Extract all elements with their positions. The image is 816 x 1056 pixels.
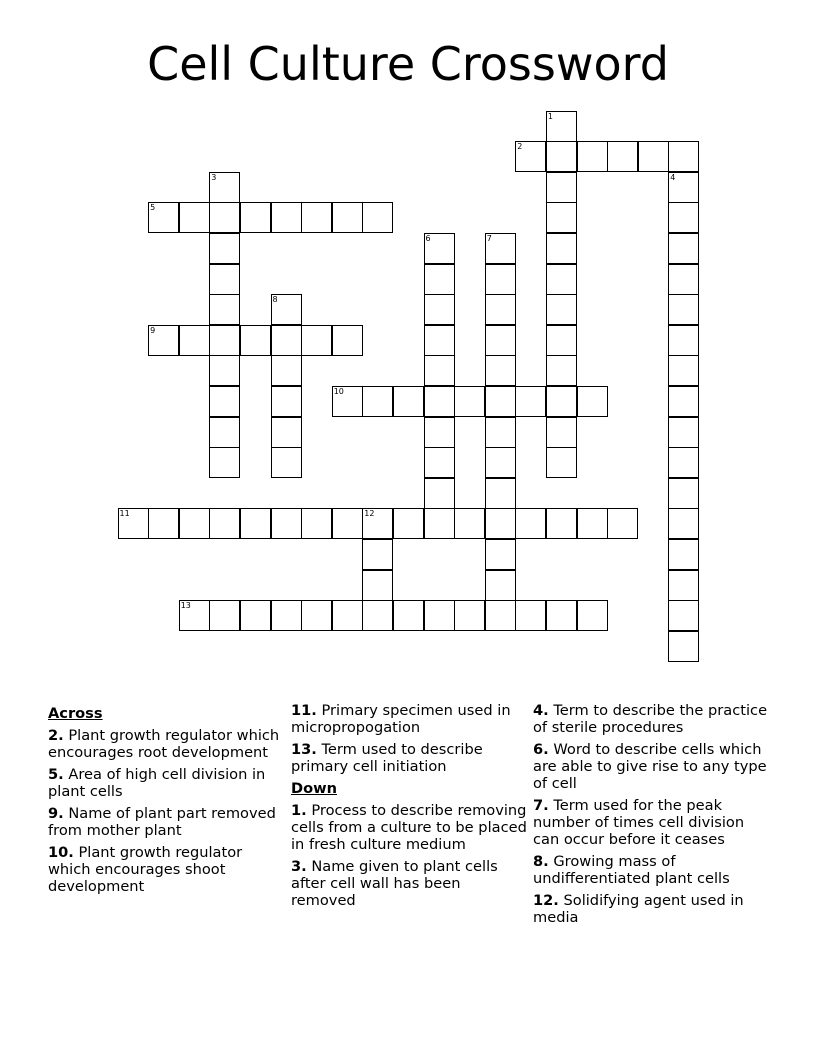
crossword-cell[interactable]	[424, 355, 455, 386]
clue-text: Growing mass of undifferentiated plant cells	[533, 853, 730, 887]
crossword-cell[interactable]	[668, 478, 699, 509]
crossword-cell[interactable]	[668, 202, 699, 233]
crossword-cell[interactable]	[485, 325, 516, 356]
clue-text: Term used for the peak number of times cell division can occur before it ceases	[533, 797, 745, 848]
crossword-cell[interactable]	[209, 355, 240, 386]
crossword-cell[interactable]	[668, 141, 699, 172]
crossword-cell[interactable]	[515, 386, 546, 417]
crossword-cell[interactable]	[332, 202, 363, 233]
crossword-cell[interactable]	[240, 325, 271, 356]
cell-number: 6	[425, 233, 431, 243]
crossword-cell[interactable]	[638, 141, 669, 172]
cell-number: 7	[486, 233, 492, 243]
clue-across-2	[48, 727, 280, 761]
clue-number: 11.	[291, 702, 317, 719]
crossword-cell[interactable]	[546, 508, 577, 539]
crossword-cell[interactable]	[362, 386, 393, 417]
clue-text: Plant growth regulator which encourages root development	[48, 727, 280, 761]
crossword-cell[interactable]	[332, 508, 363, 539]
clue-number: 8.	[533, 853, 549, 870]
crossword-cell[interactable]	[393, 386, 424, 417]
crossword-cell[interactable]	[546, 386, 577, 417]
cell-number: 2	[517, 142, 523, 152]
crossword-cell[interactable]	[454, 600, 485, 631]
crossword-cell[interactable]	[485, 508, 516, 539]
crossword-cell[interactable]	[271, 386, 302, 417]
crossword-cell[interactable]	[485, 294, 516, 325]
crossword-cell[interactable]	[668, 355, 699, 386]
clue-down-8	[533, 853, 773, 887]
crossword-cell[interactable]	[118, 508, 149, 539]
clue-number: 13.	[291, 741, 317, 758]
clues-column-2	[291, 702, 527, 914]
clue-across-13	[291, 741, 527, 775]
crossword-cell[interactable]	[424, 600, 455, 631]
crossword-cell[interactable]	[301, 202, 332, 233]
crossword-cell[interactable]	[332, 325, 363, 356]
crossword-cell[interactable]	[607, 508, 638, 539]
clue-text: Term to describe the practice of sterile procedures	[533, 702, 768, 736]
crossword-cell[interactable]	[362, 600, 393, 631]
crossword-cell[interactable]	[668, 417, 699, 448]
page-title: Cell Culture Crossword	[147, 37, 669, 91]
crossword-cell[interactable]	[485, 539, 516, 570]
cell-number: 9	[150, 325, 156, 335]
crossword-cell[interactable]	[546, 355, 577, 386]
crossword-cell[interactable]	[424, 294, 455, 325]
crossword-cell[interactable]	[485, 600, 516, 631]
crossword-cell[interactable]	[362, 570, 393, 601]
crossword-cell[interactable]	[424, 508, 455, 539]
crossword-cell[interactable]	[668, 600, 699, 631]
clue-across-10	[48, 844, 280, 895]
crossword-cell[interactable]	[546, 111, 577, 142]
crossword-cell[interactable]	[301, 600, 332, 631]
crossword-cell[interactable]	[515, 141, 546, 172]
crossword-cell[interactable]	[148, 325, 179, 356]
clue-number: 2.	[48, 727, 64, 744]
crossword-cell[interactable]	[209, 294, 240, 325]
crossword-cell[interactable]	[209, 202, 240, 233]
crossword-cell[interactable]	[668, 233, 699, 264]
clue-down-4	[533, 702, 773, 736]
crossword-cell[interactable]	[577, 141, 608, 172]
cell-number: 10	[333, 386, 344, 396]
crossword-cell[interactable]	[240, 600, 271, 631]
crossword-cell[interactable]	[271, 355, 302, 386]
crossword-cell[interactable]	[301, 508, 332, 539]
crossword-cell[interactable]	[424, 478, 455, 509]
clue-text: Name given to plant cells after cell wall has been removed	[291, 858, 498, 909]
crossword-cell[interactable]	[515, 508, 546, 539]
crossword-cell[interactable]	[424, 417, 455, 448]
crossword-cell[interactable]	[209, 233, 240, 264]
crossword-cell[interactable]	[546, 417, 577, 448]
clue-down-6	[533, 741, 773, 792]
clue-down-7	[533, 797, 773, 848]
crossword-cell[interactable]	[546, 264, 577, 295]
clue-text: Solidifying agent used in media	[533, 892, 744, 926]
crossword-cell[interactable]	[485, 447, 516, 478]
cell-number: 11	[119, 509, 130, 519]
crossword-cell[interactable]	[485, 478, 516, 509]
crossword-cell[interactable]	[668, 172, 699, 203]
crossword-cell[interactable]	[209, 600, 240, 631]
clue-number: 9.	[48, 805, 64, 822]
clue-text: Term used to describe primary cell initiation	[291, 741, 483, 775]
clue-text: Plant growth regulator which encourages shoot development	[48, 844, 243, 895]
clue-number: 12.	[533, 892, 559, 909]
clue-number: 10.	[48, 844, 74, 861]
crossword-cell[interactable]	[546, 202, 577, 233]
crossword-cell[interactable]	[546, 233, 577, 264]
crossword-cell[interactable]	[668, 539, 699, 570]
clue-number: 3.	[291, 858, 307, 875]
down-heading: Down	[291, 780, 338, 797]
crossword-cell[interactable]	[424, 233, 455, 264]
cell-number: 8	[272, 295, 278, 305]
crossword-cell[interactable]	[668, 294, 699, 325]
crossword-cell[interactable]	[668, 508, 699, 539]
crossword-cell[interactable]	[485, 355, 516, 386]
crossword-cell[interactable]	[546, 172, 577, 203]
crossword-cell[interactable]	[546, 294, 577, 325]
cell-number: 13	[180, 601, 191, 611]
clue-text: Primary specimen used in micropropogation	[291, 702, 511, 736]
crossword-cell[interactable]	[485, 386, 516, 417]
clue-number: 6.	[533, 741, 549, 758]
crossword-cell[interactable]	[271, 508, 302, 539]
crossword-cell[interactable]	[240, 202, 271, 233]
crossword-cell[interactable]	[179, 508, 210, 539]
crossword-cell[interactable]	[209, 172, 240, 203]
crossword-cell[interactable]	[179, 325, 210, 356]
clue-across-9	[48, 805, 280, 839]
crossword-cell[interactable]	[148, 202, 179, 233]
crossword-cell[interactable]	[209, 386, 240, 417]
crossword-cell[interactable]	[577, 600, 608, 631]
crossword-cell[interactable]	[424, 325, 455, 356]
clue-across-11	[291, 702, 527, 736]
crossword-cell[interactable]	[485, 417, 516, 448]
crossword-cell[interactable]	[209, 264, 240, 295]
crossword-cell[interactable]	[668, 264, 699, 295]
crossword-cell[interactable]	[485, 570, 516, 601]
crossword-cell[interactable]	[515, 600, 546, 631]
crossword-cell[interactable]	[362, 508, 393, 539]
clue-text: Process to describe removing cells from a culture to be placed in fresh culture medium	[291, 802, 527, 853]
crossword-cell[interactable]	[332, 600, 363, 631]
crossword-cell[interactable]	[485, 233, 516, 264]
crossword-cell[interactable]	[607, 141, 638, 172]
crossword-cell[interactable]	[209, 508, 240, 539]
crossword-cell[interactable]	[179, 202, 210, 233]
crossword-cell[interactable]	[424, 264, 455, 295]
clue-number: 4.	[533, 702, 549, 719]
crossword-cell[interactable]	[301, 325, 332, 356]
clue-text: Name of plant part removed from mother plant	[48, 805, 276, 839]
cell-number: 5	[150, 203, 156, 213]
crossword-cell[interactable]	[209, 447, 240, 478]
crossword-cell[interactable]	[668, 631, 699, 662]
crossword-cell[interactable]	[271, 325, 302, 356]
crossword-cell[interactable]	[271, 417, 302, 448]
crossword-cell[interactable]	[362, 539, 393, 570]
crossword-cell[interactable]	[546, 600, 577, 631]
crossword-cell[interactable]	[271, 600, 302, 631]
clue-number: 5.	[48, 766, 64, 783]
across-heading: Across	[48, 705, 103, 722]
crossword-cell[interactable]	[393, 508, 424, 539]
crossword-cell[interactable]	[668, 386, 699, 417]
crossword-cell[interactable]	[179, 600, 210, 631]
clue-text: Area of high cell division in plant cells	[48, 766, 266, 800]
crossword-cell[interactable]	[209, 417, 240, 448]
crossword-cell[interactable]	[668, 447, 699, 478]
clue-down-1	[291, 802, 527, 853]
crossword-cell[interactable]	[577, 386, 608, 417]
crossword-cell[interactable]	[148, 508, 179, 539]
crossword-cell[interactable]	[209, 325, 240, 356]
crossword-cell[interactable]	[271, 447, 302, 478]
cell-number: 1	[547, 111, 553, 121]
clue-down-3	[291, 858, 527, 909]
crossword-cell[interactable]	[362, 202, 393, 233]
crossword-cell[interactable]	[424, 447, 455, 478]
crossword-cell[interactable]	[271, 294, 302, 325]
crossword-cell[interactable]	[271, 202, 302, 233]
clues-column-1	[48, 702, 280, 900]
crossword-cell[interactable]	[240, 508, 271, 539]
crossword-cell[interactable]	[454, 508, 485, 539]
cell-number: 4	[670, 172, 676, 182]
clue-across-5	[48, 766, 280, 800]
crossword-cell[interactable]	[546, 141, 577, 172]
clues-column-3	[533, 702, 773, 931]
crossword-cell[interactable]	[454, 386, 485, 417]
clue-down-12	[533, 892, 773, 926]
crossword-cell[interactable]	[393, 600, 424, 631]
crossword-cell[interactable]	[546, 325, 577, 356]
clue-number: 1.	[291, 802, 307, 819]
clue-number: 7.	[533, 797, 549, 814]
clue-text: Word to describe cells which are able to give rise to any type of cell	[533, 741, 767, 792]
cell-number: 3	[211, 172, 217, 182]
crossword-cell[interactable]	[668, 570, 699, 601]
crossword-cell[interactable]	[546, 447, 577, 478]
crossword-cell[interactable]	[332, 386, 363, 417]
crossword-cell[interactable]	[424, 386, 455, 417]
crossword-cell[interactable]	[577, 508, 608, 539]
crossword-cell[interactable]	[668, 325, 699, 356]
crossword-cell[interactable]	[485, 264, 516, 295]
cell-number: 12	[364, 509, 375, 519]
